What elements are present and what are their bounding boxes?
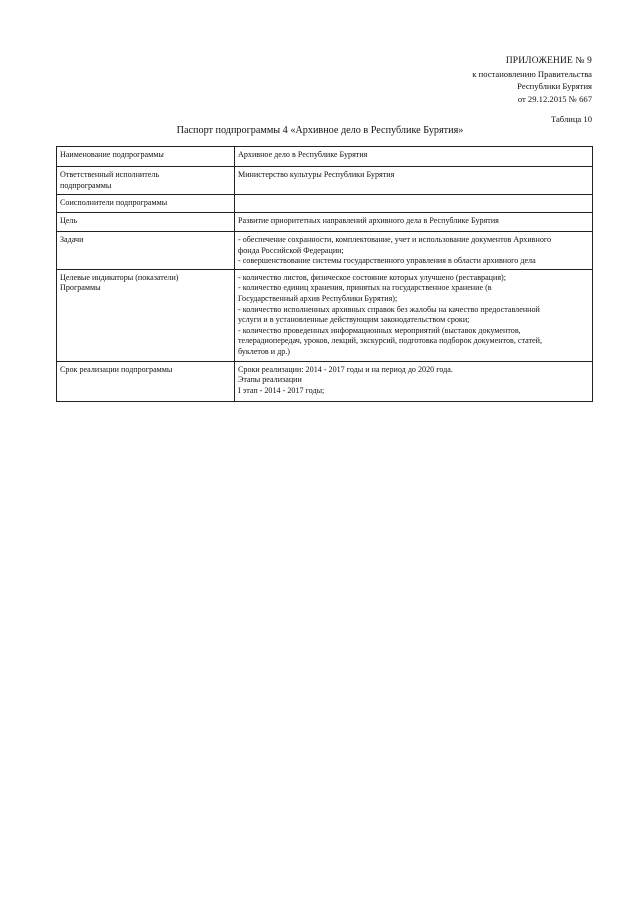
appendix-line-1: к постановлению Правительства bbox=[472, 68, 592, 79]
row-label: Наименование подпрограммы bbox=[60, 150, 164, 159]
row-value-line: услуги и в установленные действующим законодательством сроки; bbox=[238, 315, 470, 325]
appendix-header bbox=[472, 55, 592, 105]
row-label-cell bbox=[57, 361, 235, 401]
row-label-line: Ответственный исполнитель bbox=[60, 170, 160, 179]
table-row-tasks bbox=[57, 232, 593, 270]
row-label-cell bbox=[57, 195, 235, 213]
table-row-responsible-executor bbox=[57, 167, 593, 195]
row-label: Соисполнители подпрограммы bbox=[60, 198, 168, 207]
row-value-cell bbox=[235, 147, 593, 167]
row-label-line: подпрограммы bbox=[60, 180, 112, 190]
appendix-line-2: Республики Бурятия bbox=[517, 81, 592, 91]
row-label: Задачи bbox=[60, 235, 84, 244]
row-label-cell bbox=[57, 147, 235, 167]
table-row-co-executors bbox=[57, 195, 593, 213]
row-value-line: Развитие приоритетных направлений архивного дела в Республике Бурятия bbox=[238, 216, 499, 225]
row-label-cell bbox=[57, 232, 235, 270]
row-value-line: - количество проведенных информационных мероприятий (выставок документов, bbox=[238, 325, 521, 335]
row-value-line: Этапы реализации bbox=[238, 375, 302, 385]
row-value-cell bbox=[235, 213, 593, 232]
appendix-title: ПРИЛОЖЕНИЕ № 9 bbox=[505, 56, 592, 66]
row-value-line: Сроки реализации: 2014 - 2017 годы и на период до 2020 года. bbox=[238, 364, 453, 374]
row-value-line: буклетов и др.) bbox=[238, 346, 290, 356]
row-value-line: фонда Российской Федерации; bbox=[238, 245, 344, 255]
row-value-line: Министерство культуры Республики Бурятия bbox=[238, 170, 395, 179]
row-value-line: Архивное дело в Республике Бурятия bbox=[238, 150, 368, 159]
row-value-cell bbox=[235, 269, 593, 361]
table-row-subprogram-name bbox=[57, 147, 593, 167]
document-title: Паспорт подпрограммы 4 «Архивное дело в Республике Бурятия» bbox=[176, 125, 464, 136]
row-value-line: I этап - 2014 - 2017 годы; bbox=[238, 385, 325, 395]
row-value-line: Государственный архив Республики Бурятия); bbox=[238, 293, 398, 303]
row-value-line: - количество единиц хранения, принятых на государственное хранение (в bbox=[238, 283, 492, 293]
row-value-line: телерадиопередач, уроков, лекций, экскурсий, подготовка подборок документов, статей, bbox=[238, 336, 542, 346]
row-label-cell bbox=[57, 167, 235, 195]
row-label-cell bbox=[57, 213, 235, 232]
table-row-goal bbox=[57, 213, 593, 232]
row-label-line: Целевые индикаторы (показатели) bbox=[60, 272, 179, 282]
row-value-cell bbox=[235, 167, 593, 195]
appendix-line-3: от 29.12.2015 № 667 bbox=[517, 93, 592, 104]
row-value-line: - обеспечение сохранности, комплектование, учет и использование документов Архивного bbox=[238, 235, 552, 244]
row-label: Срок реализации подпрограммы bbox=[60, 364, 173, 374]
row-label-cell bbox=[57, 269, 235, 361]
table-row-target-indicators bbox=[57, 269, 593, 361]
row-value-cell bbox=[235, 195, 593, 213]
row-value-line: - количество исполненных архивных справок без жалобы на качество предоставленной bbox=[238, 304, 540, 314]
row-value-line: - совершенствование системы государственного управления в области архивного дела bbox=[238, 256, 536, 266]
row-value-cell bbox=[235, 361, 593, 401]
passport-table bbox=[56, 146, 593, 402]
row-label: Цель bbox=[60, 216, 78, 225]
table-row-implementation-term bbox=[57, 361, 593, 401]
row-label-line: Программы bbox=[60, 283, 101, 293]
row-value-cell bbox=[235, 232, 593, 270]
table-number: Таблица 10 bbox=[550, 114, 592, 124]
row-value-line: - количество листов, физическое состояние которых улучшено (реставрация); bbox=[238, 272, 507, 282]
